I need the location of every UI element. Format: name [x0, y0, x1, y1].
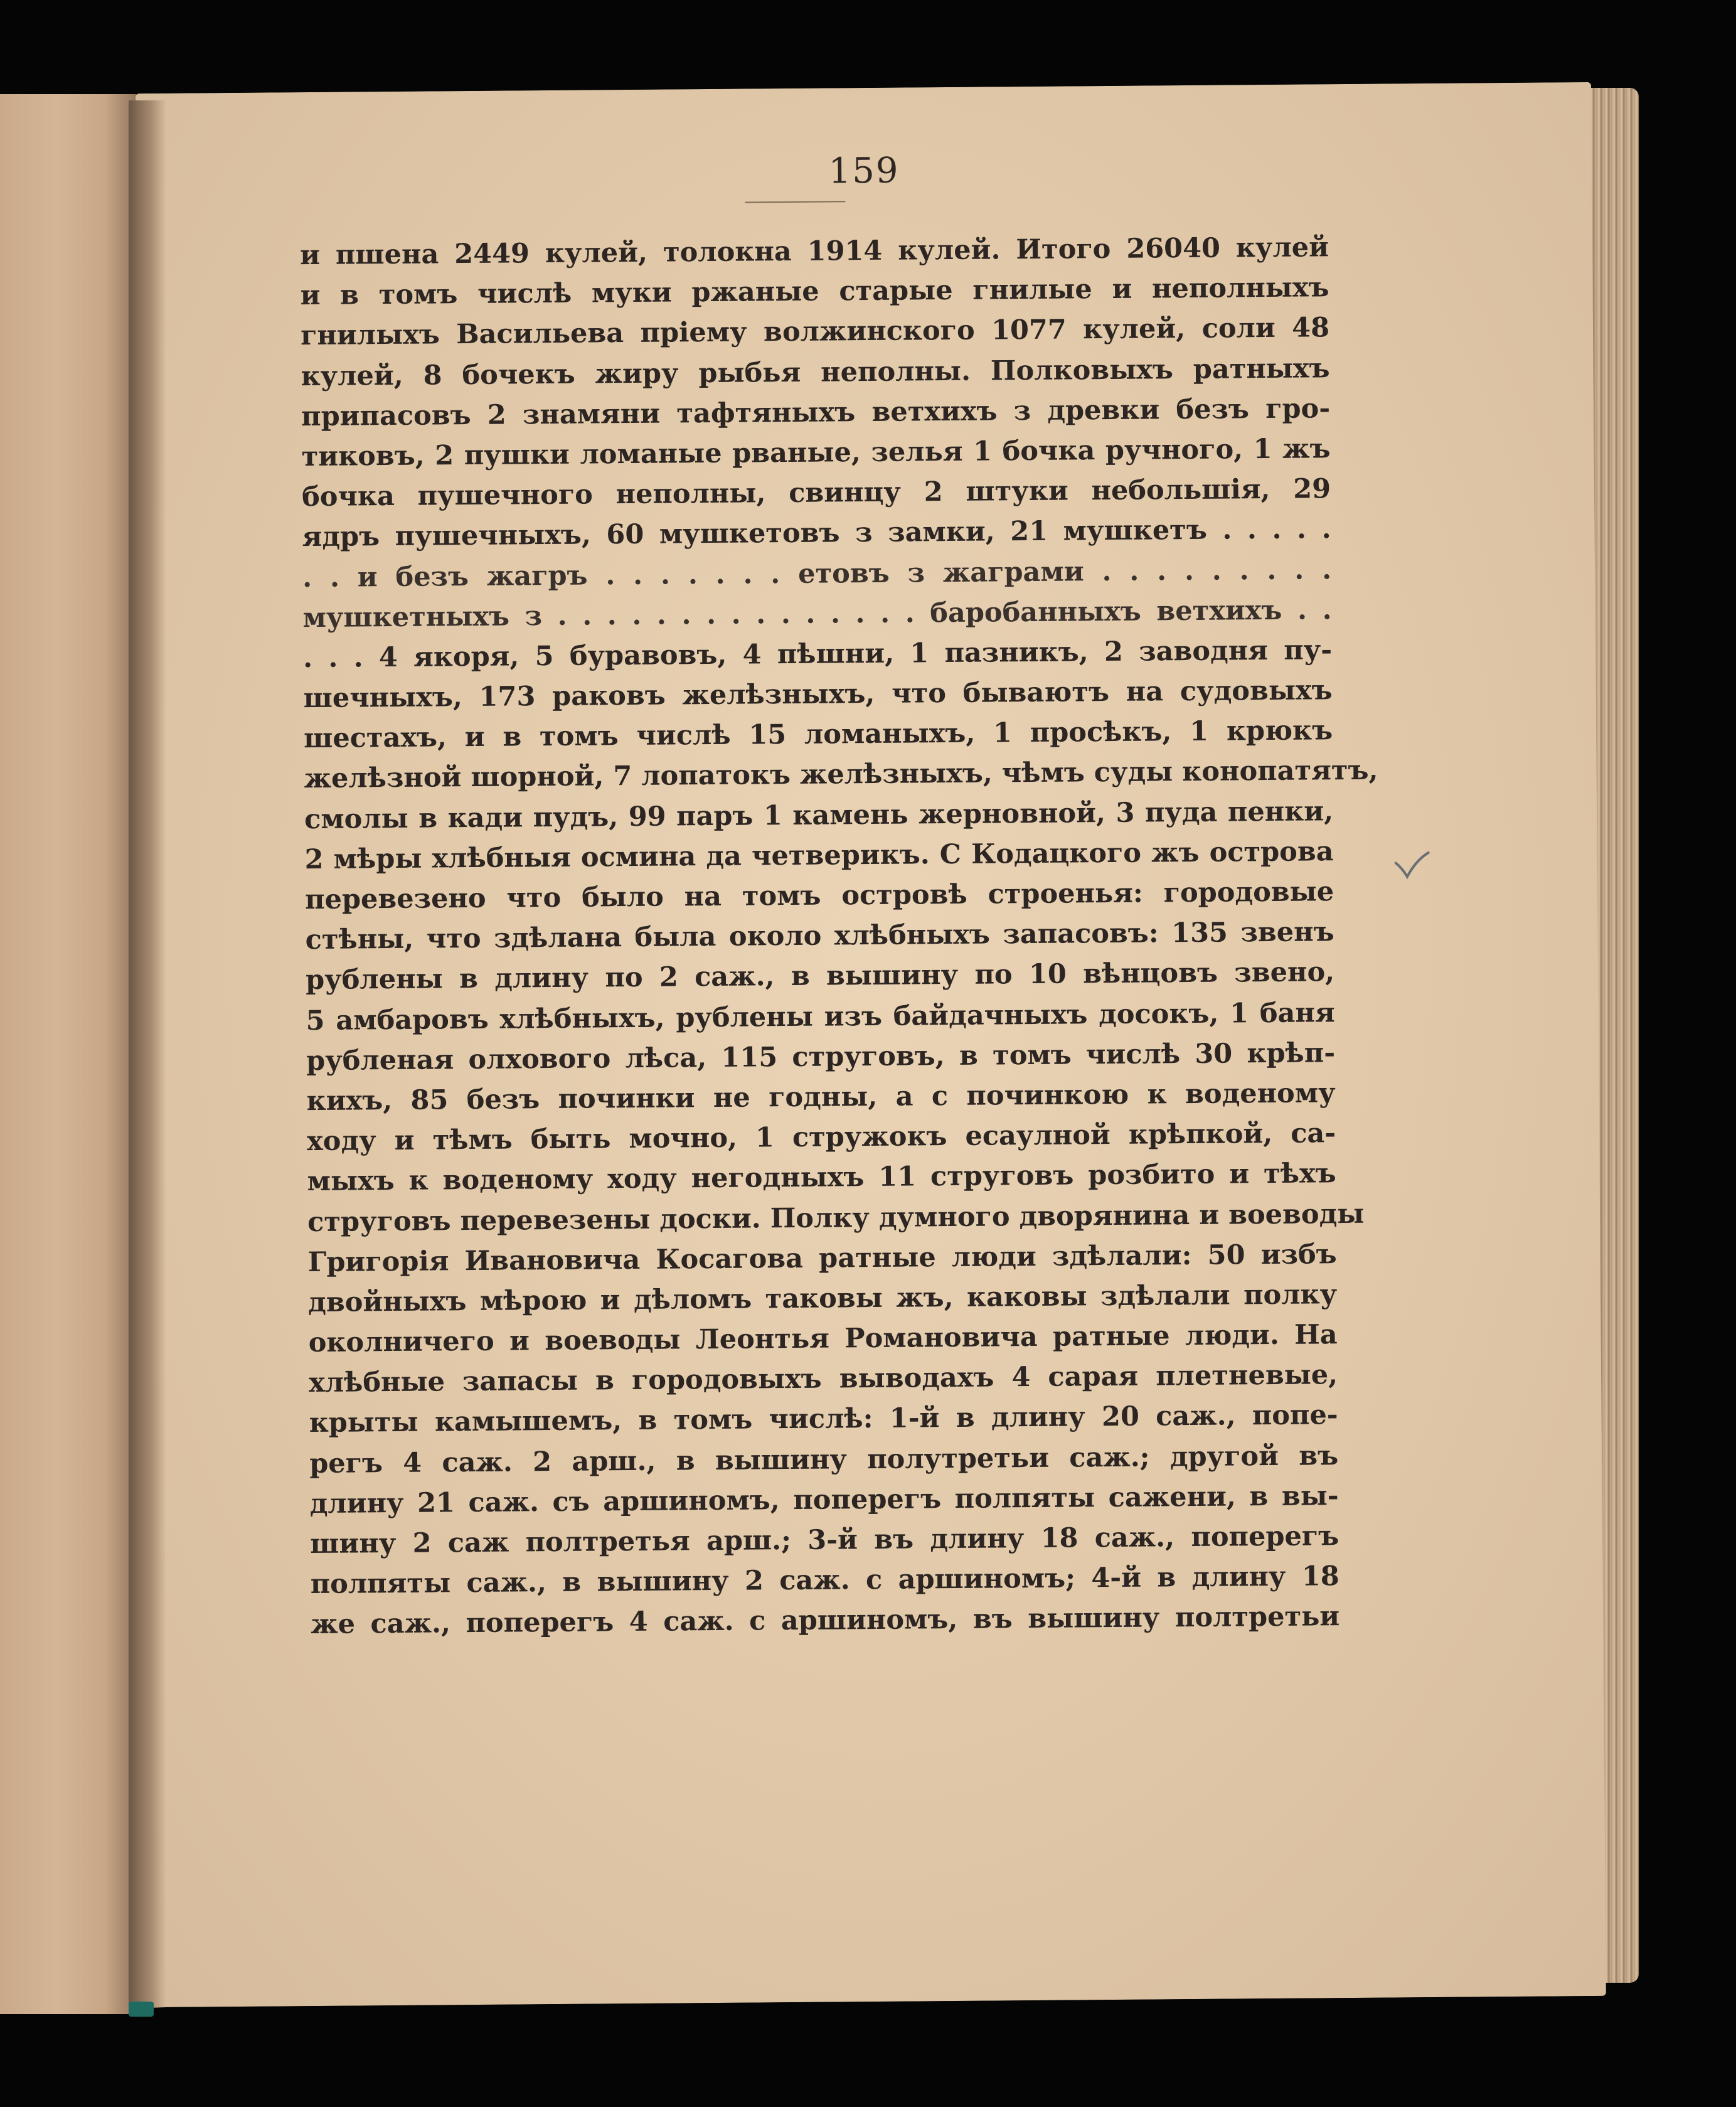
text-line: кихъ, 85 безъ починки не годны, а с починкою к воденому: [306, 1077, 1336, 1118]
text-line: перевезено что было на томъ островѣ строенья: городовые: [304, 876, 1334, 916]
text-line: шину 2 саж полтретья арш.; 3-й въ длину 18 саж., поперегъ: [310, 1520, 1339, 1560]
text-line: смолы в кади пудъ, 99 паръ 1 камень жерновной, 3 пуда пенки,: [304, 795, 1334, 835]
text-line: шестахъ, и в томъ числѣ 15 ломаныхъ, 1 просѣкъ, 1 крюкъ: [303, 715, 1333, 755]
text-line: 5 амбаровъ хлѣбныхъ, рублены изъ байдачныхъ досокъ, 1 баня: [306, 996, 1335, 1037]
text-line: стѣны, что здѣлана была около хлѣбныхъ запасовъ: 135 звенъ: [305, 916, 1334, 956]
text-line: кулей, 8 бочекъ жиру рыбья неполны. Полковыхъ ратныхъ: [301, 352, 1330, 392]
text-line: околничего и воеводы Леонтья Романовича ратные люди. На: [308, 1319, 1338, 1359]
text-line: крыты камышемъ, в томъ числѣ: 1-й в длину 20 саж., попе-: [309, 1399, 1338, 1439]
text-line: 2 мѣры хлѣбныя осмина да четверикъ. С Кодацкого жъ острова: [304, 836, 1334, 875]
text-line: ядръ пушечныхъ, 60 мушкетовъ з замки, 21 мушкетъ . . . . .: [302, 513, 1331, 553]
text-line: гнилыхъ Васильева пріему волжинского 1077 кулей, соли 48: [300, 312, 1330, 352]
text-line: мыхъ к воденому ходу негодныхъ 11 струговъ розбито и тѣхъ: [307, 1158, 1336, 1198]
text-line: хлѣбные запасы в городовыхъ выводахъ 4 сарая плетневые,: [309, 1359, 1338, 1399]
text-line: регъ 4 саж. 2 арш., в вышину полутретьи саж.; другой въ: [309, 1439, 1339, 1480]
page-number-rule: [745, 201, 845, 203]
book-gutter-shadow: [129, 100, 166, 2008]
bookmark-ribbon: [129, 2002, 154, 2017]
text-line: же саж., поперегъ 4 саж. с аршиномъ, въ вышину полтретьи: [311, 1601, 1340, 1641]
text-line-damaged: мушкетныхъ з . . . . . . . . . . . . . . . баробанныхъ ветхихъ . .: [302, 594, 1332, 634]
text-line-damaged: . . и безъ жагръ . . . . . . . етовъ з жаграми . . . . . . . . .: [302, 553, 1332, 594]
text-line: струговъ перевезены доски. Полку думного дворянина и воеводы: [307, 1198, 1365, 1238]
page-number: 159: [828, 150, 900, 192]
pencil-checkmark-icon: [1393, 849, 1431, 880]
text-line: рублены в длину по 2 саж., в вышину по 10 вѣнцовъ звено,: [305, 956, 1335, 996]
previous-page-edge: [0, 94, 141, 2014]
text-line: припасовъ 2 знамяни тафтяныхъ ветхихъ з древки безъ гро-: [301, 392, 1331, 432]
text-line: ходу и тѣмъ быть мочно, 1 стружокъ есаулной крѣпкой, са-: [306, 1118, 1336, 1158]
text-line: желѣзной шорной, 7 лопатокъ желѣзныхъ, чѣмъ суды конопатятъ,: [304, 755, 1378, 795]
text-line: двойныхъ мѣрою и дѣломъ таковы жъ, каковы здѣлали полку: [308, 1279, 1338, 1318]
text-line: длину 21 саж. съ аршиномъ, поперегъ полпяты сажени, в вы-: [309, 1480, 1339, 1520]
text-line: и пшена 2449 кулей, толокна 1914 кулей. Итого 26040 кулей: [299, 232, 1329, 272]
page-body-text: [299, 227, 1378, 1645]
text-line: бочка пушечного неполны, свинцу 2 штуки небольшія, 29: [301, 473, 1331, 513]
text-line: тиковъ, 2 пушки ломаные рваные, зелья 1 бочка ручного, 1 жъ: [301, 433, 1331, 473]
text-line: . . . 4 якоря, 5 буравовъ, 4 пѣшни, 1 пазникъ, 2 заводня пу-: [302, 634, 1333, 674]
text-line: шечныхъ, 173 раковъ желѣзныхъ, что бываютъ на судовыхъ: [303, 675, 1333, 715]
text-line: и в томъ числѣ муки ржаные старые гнилые и неполныхъ: [300, 272, 1329, 312]
text-line: Григорія Ивановича Косагова ратные люди здѣлали: 50 избъ: [307, 1238, 1337, 1278]
text-line: полпяты саж., в вышину 2 саж. с аршиномъ; 4-й в длину 18: [310, 1560, 1339, 1601]
book-page: [136, 82, 1606, 2007]
text-line: рубленая олхового лѣса, 115 струговъ, в томъ числѣ 30 крѣп-: [306, 1037, 1336, 1077]
